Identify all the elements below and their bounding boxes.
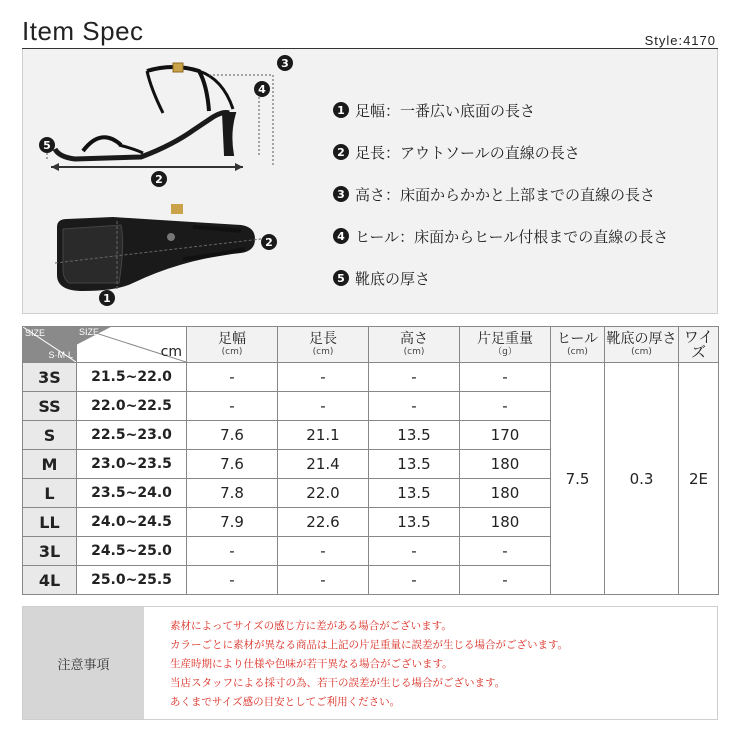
size-label: S (23, 421, 77, 450)
shoe-illustration (23, 49, 323, 314)
note-line: あくまでサイズ感の目安としてご利用ください。 (170, 696, 401, 708)
marker-5: 5 (43, 139, 51, 152)
legend-number: 2 (333, 144, 349, 160)
size-corner-cell (23, 327, 77, 363)
legend-number: 1 (333, 102, 349, 118)
col-weight: 片足重量 （g） (460, 327, 551, 363)
heel-value: 7.5 (551, 363, 605, 595)
spec-panel (22, 49, 718, 314)
table-row (23, 363, 719, 392)
height-value: 13.5 (369, 421, 460, 450)
col-height: 高さ (cm) (369, 327, 460, 363)
size-label: 3S (23, 363, 77, 392)
measurement-legend (333, 89, 713, 299)
foot-width-value: - (187, 392, 278, 421)
height-value: - (369, 537, 460, 566)
col-foot-length: 足長 (cm) (278, 327, 369, 363)
col-heel: ヒール (cm) (551, 327, 605, 363)
corner-size-label: SIZE (25, 328, 46, 338)
marker-2-bottom: 2 (265, 236, 273, 249)
weight-value: - (460, 363, 551, 392)
foot-length-value: 21.4 (278, 450, 369, 479)
height-value: - (369, 566, 460, 595)
size-range: 22.5~23.0 (77, 421, 187, 450)
size-label: LL (23, 508, 77, 537)
height-value: - (369, 363, 460, 392)
legend-item-foot-width (333, 89, 713, 131)
foot-length-value: - (278, 566, 369, 595)
foot-length-value: 22.0 (278, 479, 369, 508)
size-label: 4L (23, 566, 77, 595)
size-label: M (23, 450, 77, 479)
wise-value: 2E (679, 363, 719, 595)
legend-item-heel (333, 215, 713, 257)
sandal-bottom-view (55, 204, 261, 291)
note-line: 当店スタッフによる採寸の為、若干の誤差が生じる場合がございます。 (170, 677, 506, 689)
spec-header (0, 0, 740, 48)
legend-text: 靴底の厚さ (355, 269, 431, 288)
page-title: Item Spec (22, 16, 144, 46)
size-label: L (23, 479, 77, 508)
notes-list (170, 617, 710, 712)
note-line: 生産時期により仕様や色味が若干異なる場合がございます。 (170, 658, 453, 670)
foot-width-value: - (187, 537, 278, 566)
marker-2-side: 2 (155, 173, 163, 186)
sole-value: 0.3 (605, 363, 679, 595)
size-cm-header (77, 327, 187, 363)
weight-value: - (460, 537, 551, 566)
foot-width-value: 7.9 (187, 508, 278, 537)
legend-text: 足幅：一番広い底面の長さ (355, 101, 536, 120)
size-label: 3L (23, 537, 77, 566)
legend-item-height (333, 173, 713, 215)
legend-text: 足長：アウトソールの直線の長さ (355, 143, 580, 162)
sandal-side-view (55, 63, 235, 159)
size-range: 22.0~22.5 (77, 392, 187, 421)
col-wise: ワイズ (679, 327, 719, 363)
foot-length-value: - (278, 392, 369, 421)
marker-4: 4 (258, 83, 266, 96)
size-range: 23.0~23.5 (77, 450, 187, 479)
weight-value: - (460, 566, 551, 595)
foot-width-value: 7.6 (187, 421, 278, 450)
foot-length-value: - (278, 537, 369, 566)
foot-width-value: - (187, 566, 278, 595)
weight-value: 180 (460, 479, 551, 508)
legend-number: 5 (333, 270, 349, 286)
corner-sml-label: S·M·L (48, 350, 73, 360)
col-sole: 靴底の厚さ (cm) (605, 327, 679, 363)
legend-number: 3 (333, 186, 349, 202)
table-header-row (23, 327, 719, 363)
size-range: 23.5~24.0 (77, 479, 187, 508)
foot-width-value: 7.6 (187, 450, 278, 479)
size-cm-unit: cm (160, 344, 182, 360)
legend-item-sole (333, 257, 713, 299)
size-label: SS (23, 392, 77, 421)
notes-label: 注意事項 (23, 607, 144, 719)
weight-value: 180 (460, 450, 551, 479)
style-code: Style:4170 (644, 33, 716, 48)
size-table (22, 326, 719, 595)
col-foot-width: 足幅 (cm) (187, 327, 278, 363)
height-value: 13.5 (369, 479, 460, 508)
height-value: - (369, 392, 460, 421)
legend-text: ヒール：床面からヒール付根までの直線の長さ (355, 227, 669, 246)
legend-number: 4 (333, 228, 349, 244)
foot-length-value: - (278, 363, 369, 392)
marker-1: 1 (103, 292, 111, 305)
size-cm-top-label: SIZE (79, 327, 100, 337)
size-range: 24.0~24.5 (77, 508, 187, 537)
size-range: 24.5~25.0 (77, 537, 187, 566)
legend-text: 高さ：床面からかかと上部までの直線の長さ (355, 185, 656, 204)
legend-item-foot-length (333, 131, 713, 173)
foot-length-value: 21.1 (278, 421, 369, 450)
foot-width-value: 7.8 (187, 479, 278, 508)
height-value: 13.5 (369, 450, 460, 479)
marker-3: 3 (281, 57, 289, 70)
weight-value: 180 (460, 508, 551, 537)
size-range: 25.0~25.5 (77, 566, 187, 595)
note-line: 素材によってサイズの感じ方に差がある場合がございます。 (170, 620, 452, 632)
foot-length-value: 22.6 (278, 508, 369, 537)
foot-width-value: - (187, 363, 278, 392)
weight-value: 170 (460, 421, 551, 450)
size-range: 21.5~22.0 (77, 363, 187, 392)
notes-box (22, 606, 718, 720)
note-line: カラーごとに素材が異なる商品は上記の片足重量に誤差が生じる場合がございます。 (170, 639, 569, 651)
height-value: 13.5 (369, 508, 460, 537)
weight-value: - (460, 392, 551, 421)
